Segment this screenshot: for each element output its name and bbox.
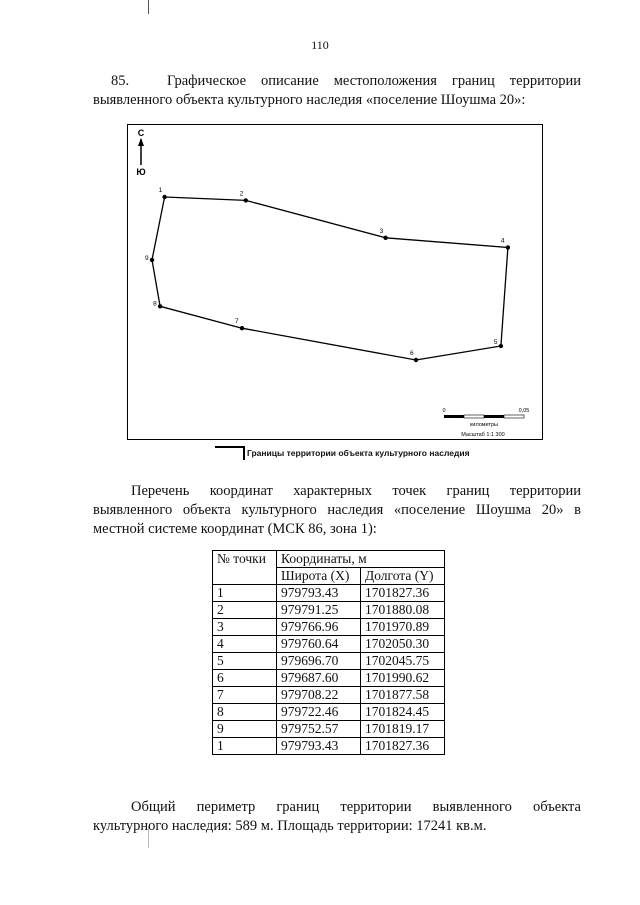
cell-lon: 1701990.62 (361, 670, 445, 687)
cell-lon: 1701877.58 (361, 687, 445, 704)
table-row (213, 687, 445, 704)
cell-point: 6 (213, 670, 277, 687)
cell-lat: 979687.60 (277, 670, 361, 687)
boundary-point (499, 344, 503, 348)
cell-lat: 979793.43 (277, 585, 361, 602)
legend-line-swatch (215, 446, 245, 460)
perimeter-area-text (93, 798, 581, 836)
intro-line-3: местной системе координат (МСК 86, зона 1): (93, 521, 377, 537)
cell-lat: 979722.46 (277, 704, 361, 721)
boundary-point (244, 198, 248, 202)
table-row (213, 721, 445, 738)
cell-lon: 1702050.30 (361, 636, 445, 653)
boundary-map-canvas (128, 125, 542, 439)
scan-artifact (148, 0, 149, 14)
table-row (213, 602, 445, 619)
cell-point: 1 (213, 738, 277, 755)
scale-start-label: 0 (442, 408, 446, 414)
heading-line-1 (93, 72, 581, 91)
scale-unit-label: километры (470, 422, 498, 428)
coordinates-table (212, 550, 445, 755)
cell-lat: 979766.96 (277, 619, 361, 636)
header-point: № точки (213, 551, 277, 585)
boundary-point (414, 358, 418, 362)
boundary-point (240, 326, 244, 330)
cell-lat: 979708.22 (277, 687, 361, 704)
table-row (213, 619, 445, 636)
compass-icon (136, 128, 145, 177)
scale-end-label: 0,05 (518, 408, 530, 414)
cell-point: 5 (213, 653, 277, 670)
territory-boundary-line (152, 197, 508, 360)
cell-point: 9 (213, 721, 277, 738)
scale-bar (442, 408, 529, 438)
header-lat: Широта (X) (277, 568, 361, 585)
boundary-point-label: 8 (153, 300, 157, 308)
boundary-point (506, 245, 510, 249)
cell-lat: 979696.70 (277, 653, 361, 670)
cell-point: 7 (213, 687, 277, 704)
header-coords: Координаты, м (277, 551, 445, 568)
header-lon: Долгота (Y) (361, 568, 445, 585)
boundary-point-label: 3 (379, 227, 384, 235)
boundary-point (158, 304, 162, 308)
cell-lat: 979760.64 (277, 636, 361, 653)
section-number: 85. (111, 73, 130, 89)
cell-lon: 1701827.36 (361, 738, 445, 755)
cell-point: 2 (213, 602, 277, 619)
boundary-point-label: 5 (493, 339, 498, 346)
cell-lon: 1701970.89 (361, 619, 445, 636)
compass-north-label: С (137, 128, 145, 138)
footer-line-1-text: Общий периметр границ территории выявленного объекта (131, 799, 581, 815)
table-row (213, 738, 445, 755)
cell-lon: 1701819.17 (361, 721, 445, 738)
boundary-point (162, 195, 166, 199)
cell-point: 4 (213, 636, 277, 653)
coordinates-intro (93, 482, 581, 539)
table-row (213, 704, 445, 721)
compass-south-label: Ю (136, 167, 146, 177)
table-row (213, 585, 445, 602)
cell-lon: 1701827.36 (361, 585, 445, 602)
boundary-point-label: 7 (235, 318, 239, 326)
scale-ratio-label: Масштаб 1:1 300 (461, 432, 505, 438)
cell-lon: 1702045.75 (361, 653, 445, 670)
table-header-row (213, 551, 445, 568)
table-row (213, 636, 445, 653)
cell-lon: 1701824.45 (361, 704, 445, 721)
intro-line-1 (93, 482, 581, 501)
boundary-point (150, 258, 154, 262)
boundary-point (383, 236, 387, 240)
footer-line-2: культурного наследия: 589 м. Площадь территории: 17241 кв.м. (93, 818, 487, 834)
cell-lon: 1701880.08 (361, 602, 445, 619)
cell-point: 3 (213, 619, 277, 636)
boundary-point-label: 2 (239, 190, 244, 198)
table-row (213, 653, 445, 670)
intro-line-2: выявленного объекта культурного наследия «поселение Шоушма 20» в (93, 502, 581, 518)
cell-point: 1 (213, 585, 277, 602)
cell-point: 8 (213, 704, 277, 721)
boundary-point-label: 1 (158, 187, 163, 194)
heading-title: Графическое описание местоположения границ территории (167, 73, 581, 89)
boundary-map (127, 124, 543, 440)
cell-lat: 979752.57 (277, 721, 361, 738)
boundary-point-label: 6 (410, 350, 414, 357)
footer-line-1 (93, 798, 581, 817)
cell-lat: 979793.43 (277, 738, 361, 755)
heading-line-2: выявленного объекта культурного наследия «поселение Шоушма 20»: (93, 92, 526, 108)
intro-line-1-text: Перечень координат характерных точек границ территории (131, 483, 581, 499)
boundary-layer (145, 187, 510, 362)
map-legend (215, 446, 470, 460)
cell-lat: 979791.25 (277, 602, 361, 619)
boundary-point-label: 9 (145, 254, 149, 262)
table-row (213, 670, 445, 687)
boundary-point-label: 4 (500, 237, 505, 245)
page-number: 110 (311, 38, 329, 52)
section-heading (93, 72, 581, 110)
legend-label: Границы территории объекта культурного наследия (247, 448, 470, 458)
